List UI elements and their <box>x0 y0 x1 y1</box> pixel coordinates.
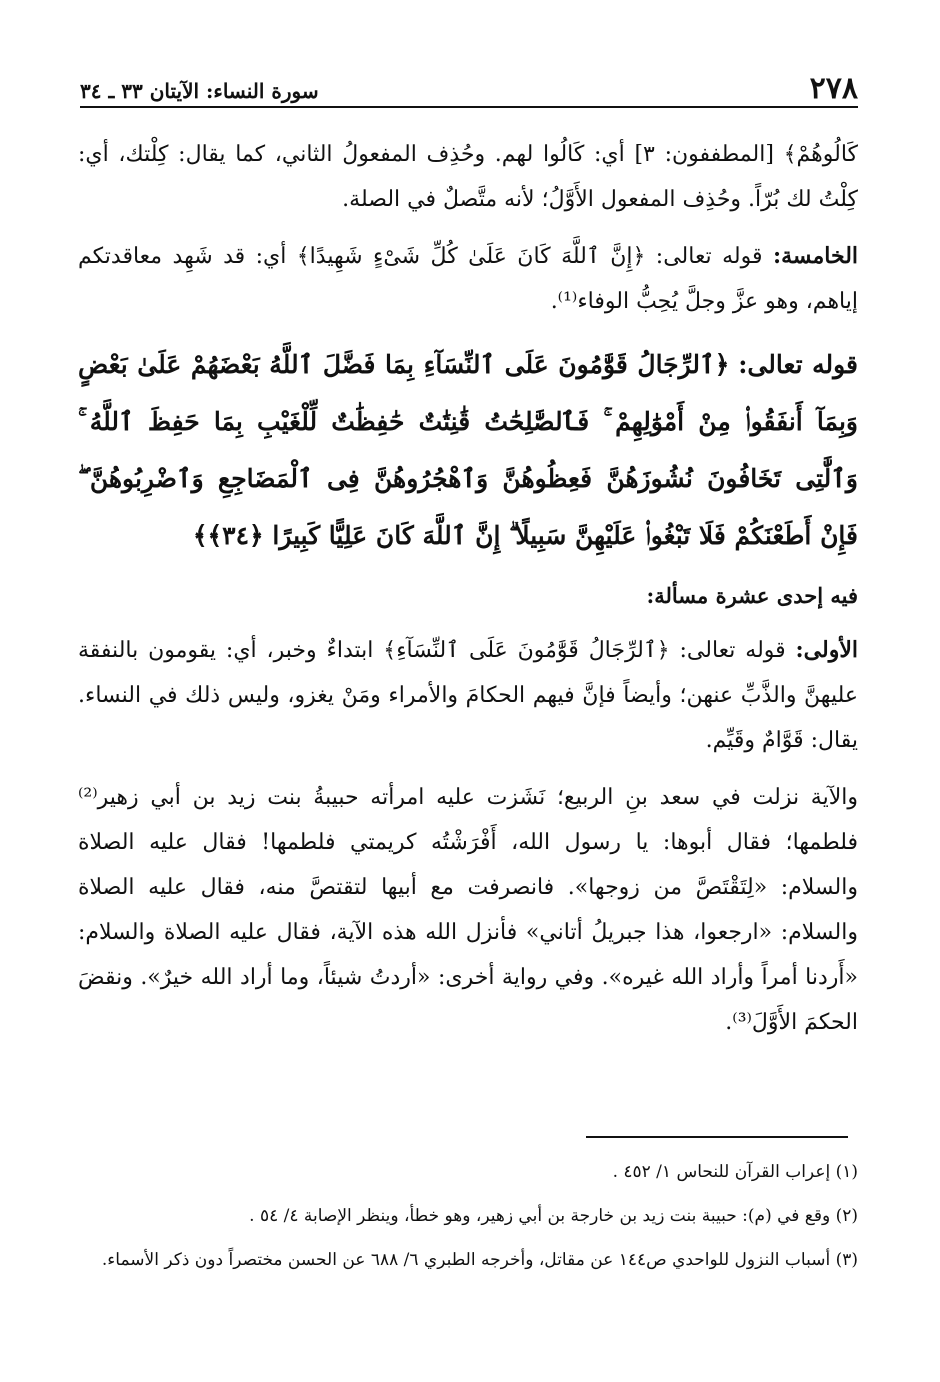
footnote-separator <box>586 1136 848 1138</box>
paragraph-text: قوله تعالى: ﴿إِنَّ ٱللَّهَ كَانَ عَلَىٰ كُلِّ شَىْءٍ شَهِيدًا﴾ أي: قد شَهِد معاقدتكم إياهم، وهو عزَّ وجلَّ يُحِبُّ الوفاء⁽¹⁾. <box>78 244 858 314</box>
footnote-3: (٣) أسباب النزول للواحدي ص١٤٤ عن مقاتل، وأخرجه الطبري ٦/ ٦٨٨ عن الحسن مختصراً دون ذكر الأسماء. <box>101 1250 858 1270</box>
issue-label: الخامسة: <box>772 243 859 269</box>
page-number: ٢٧٨ <box>809 71 858 106</box>
verse-intro: قوله تعالى: <box>738 350 858 379</box>
footnote-1: (١) إعراب القرآن للنحاس ١/ ٤٥٢ . <box>612 1162 858 1182</box>
paragraph-revelation-cause <box>78 775 858 1045</box>
paragraph-text: كَالُوهُمْ﴾ [المطففون: ٣] أي: كَالُوا لهم. وحُذِف المفعولُ الثاني، كما يقال: كِلْتك، أي: كِلْتُ لك بُرّاً. وحُذِف المفعول الأَوَّلُ؛ لأنه متَّصلٌ في الصلة. <box>78 142 858 212</box>
paragraph-first-issue <box>78 628 858 763</box>
verse-text: ﴿ٱلرِّجَالُ قَوَّٰمُونَ عَلَى ٱلنِّسَآءِ بِمَا فَضَّلَ ٱللَّهُ بَعْضَهُمْ عَلَىٰ بَعْضٍ وَبِمَآ أَنفَقُوا۟ مِنْ أَمْوَٰلِهِمْ ۚ فَٱلصَّٰلِحَٰتُ قَٰنِتَٰتٌ حَٰفِظَٰتٌ لِّلْغَيْبِ بِمَا حَفِظَ ٱللَّهُ ۚ وَٱلَّٰتِى تَخَافُونَ نُشُوزَهُنَّ فَعِظُوهُنَّ وَٱهْجُرُوهُنَّ فِى ٱلْمَضَاجِعِ وَٱضْرِبُوهُنَّ ۖ فَإِنْ أَطَعْنَكُمْ فَلَا تَبْغُوا۟ عَلَيْهِنَّ سَبِيلًا ۗ إِنَّ ٱللَّهَ كَانَ عَلِيًّا كَبِيرًا ﴿٣٤﴾﴾ <box>78 350 858 550</box>
paragraph-continuation <box>78 132 858 222</box>
page-header <box>80 68 858 108</box>
paragraph-text: والآية نزلت في سعد بنِ الربيع؛ نَشَزت عليه امرأته حبيبةُ بنت زيد بن أبي زهير⁽²⁾ فلطمها؛ فقال أبوها: يا رسول الله، أَفْرَشْتُه كريمتي فلطمها! فقال عليه الصلاة والسلام: «لِتَقْتَصَّ من زوجها». فانصرفت مع أبيها لتقتصَّ منه، فقال عليه الصلاة والسلام: «ارجعوا، هذا جبريلُ أتاني» فأنزل الله هذه الآية، فقال عليه الصلاة والسلام: «أَردنا أمراً وأراد الله غيره». وفي رواية أخرى: «أردتُ شيئاً، وما أراد الله خيرٌ». ونقضَ الحكمَ الأَوَّلَ⁽³⁾. <box>78 785 858 1035</box>
quran-verse-block <box>78 336 858 564</box>
footnote-2: (٢) وقع في (م): حبيبة بنت زيد بن خارجة بن أبي زهير، وهو خطأ، وينظر الإصابة ٤/ ٥٤ . <box>249 1206 858 1226</box>
issue-label: الأولى: <box>795 637 858 663</box>
issues-heading: فيه إحدى عشرة مسألة: <box>646 583 858 608</box>
footnotes <box>78 1150 858 1282</box>
paragraph-fifth-issue <box>78 234 858 324</box>
running-title: سورة النساء: الآيتان ٣٣ ـ ٣٤ <box>80 79 319 103</box>
main-text <box>78 132 858 1057</box>
paragraph-text: قوله تعالى: ﴿ٱلرِّجَالُ قَوَّٰمُونَ عَلَى ٱلنِّسَآءِ﴾ ابتداءٌ وخبر، أي: يقومون بالنفقة عليهنَّ والذَّبِّ عنهن؛ وأيضاً فإنَّ فيهم الحكامَ والأمراء ومَنْ يغزو، وليس ذلك في النساء. يقال: قَوَّامٌ وقَيِّم. <box>78 638 858 753</box>
